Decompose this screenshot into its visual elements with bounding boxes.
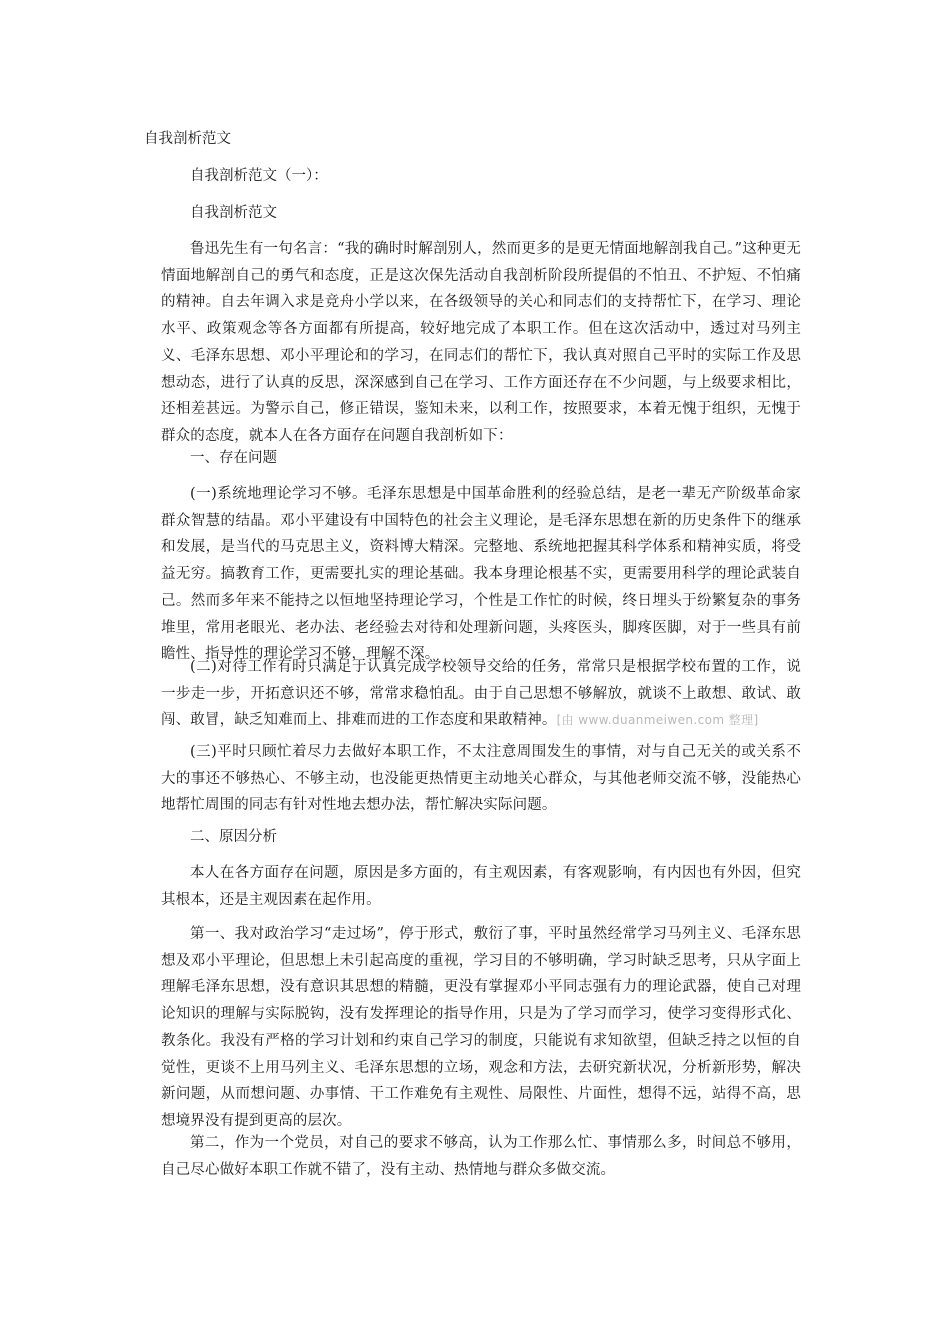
problem-paragraph-2 — [161, 654, 801, 734]
section-heading-problems: 一、存在问题 — [190, 450, 277, 466]
problem-paragraph-2-text: (二)对待工作有时只满足于认真完成学校领导交给的任务，常常只是根据学校布置的工作，说一步走一步，开拓意识还不够，常常求稳怕乱。由于自己思想不够解放，就谈不上敢想、敢试、敢闯、敢冒，缺乏知难而上、排难而进的工作态度和果敢精神。 — [161, 659, 801, 729]
intro-paragraph: 鲁迅先生有一句名言：“我的确时时解剖别人，然而更多的是更无情面地解剖我自己。”这种更无情面地解剖自己的勇气和态度，正是这次保先活动自我剖析阶段所提倡的不怕丑、不护短、不怕痛的精神。自去年调入求是竞舟小学以来，在各级领导的关心和同志们的支持帮忙下，在学习、理论水平、政策观念等各方面都有所提高，较好地完成了本职工作。但在这次活动中，透过对马列主义、毛泽东思想、邓小平理论和的学习，在同志们的帮忙下，我认真对照自己平时的实际工作及思想动态，进行了认真的反思，深深感到自己在学习、工作方面还存在不少问题，与上级要求相比，还相差甚远。为警示自己，修正错误，鉴知未来，以利工作，按照要求，本着无愧于组织，无愧于群众的态度，就本人在各方面存在问题自我剖析如下： — [161, 241, 801, 444]
cause-paragraph-3: 第二，作为一个党员，对自己的要求不够高，认为工作那么忙、事情那么多，时间总不够用，自己尽心做好本职工作就不错了，没有主动、热情地与群众多做交流。 — [161, 1135, 801, 1178]
source-note: [由 www.duanmeiwen.com 整理] — [556, 713, 759, 728]
cause-paragraph-1: 本人在各方面存在问题，原因是多方面的，有主观因素，有客观影响，有内因也有外因，但究其根本，还是主观因素在起作用。 — [161, 865, 801, 908]
problem-paragraph-3: (三)平时只顾忙着尽力去做好本职工作，不太注意周围发生的事情，对与自己无关的或关系不大的事还不够热心、不够主动，也没能更热情更主动地关心群众，与其他老师交流不够，没能热心地帮忙周围的同志有针对性地去想办法，帮忙解决实际问题。 — [161, 744, 801, 814]
document-subtitle: 自我剖析范文（一）： — [190, 168, 328, 184]
section-heading-causes: 二、原因分析 — [190, 829, 277, 845]
cause-paragraph-2: 第一、我对政治学习“走过场”，停于形式，敷衍了事，平时虽然经常学习马列主义、毛泽东思想及邓小平理论，但思想上未引起高度的重视，学习目的不够明确，学习时缺乏思考，只从字面上理解毛泽东思想，没有意识其思想的精髓，更没有掌握邓小平同志强有力的理论武器，使自己对理论知识的理解与实际脱钩，没有发挥理论的指导作用，只是为了学习而学习，使学习变得形式化、教条化。我没有严格的学习计划和约束自己学习的制度，只能说有求知欲望，但缺乏持之以恒的自觉性，更谈不上用马列主义、毛泽东思想的立场，观念和方法，去研究新状况，分析新形势，解决新问题，从而想问题、办事情、干工作难免有主观性、局限性、片面性，想得不远，站得不高，思想境界没有提到更高的层次。 — [161, 926, 801, 1129]
document-title: 自我剖析范文 — [144, 131, 231, 147]
problem-paragraph-1: (一)系统地理论学习不够。毛泽东思想是中国革命胜利的经验总结，是老一辈无产阶级革命家群众智慧的结晶。邓小平建设有中国特色的社会主义理论，是毛泽东思想在新的历史条件下的继承和发展，是当代的马克思主义，资料博大精深。完整地、系统地把握其科学体系和精神实质，将受益无穷。搞教育工作，更需要扎实的理论基础。我本身理论根基不实，更需要用科学的理论武装自己。然而多年来不能持之以恒地坚持理论学习，个性是工作忙的时候，终日埋头于纷繁复杂的事务堆里，常用老眼光、老办法、老经验去对待和处理新问题，头疼医头，脚疼医脚，对于一些具有前瞻性、指导性的理论学习不够，理解不深。 — [161, 486, 801, 663]
document-subtitle-repeat: 自我剖析范文 — [190, 205, 277, 221]
